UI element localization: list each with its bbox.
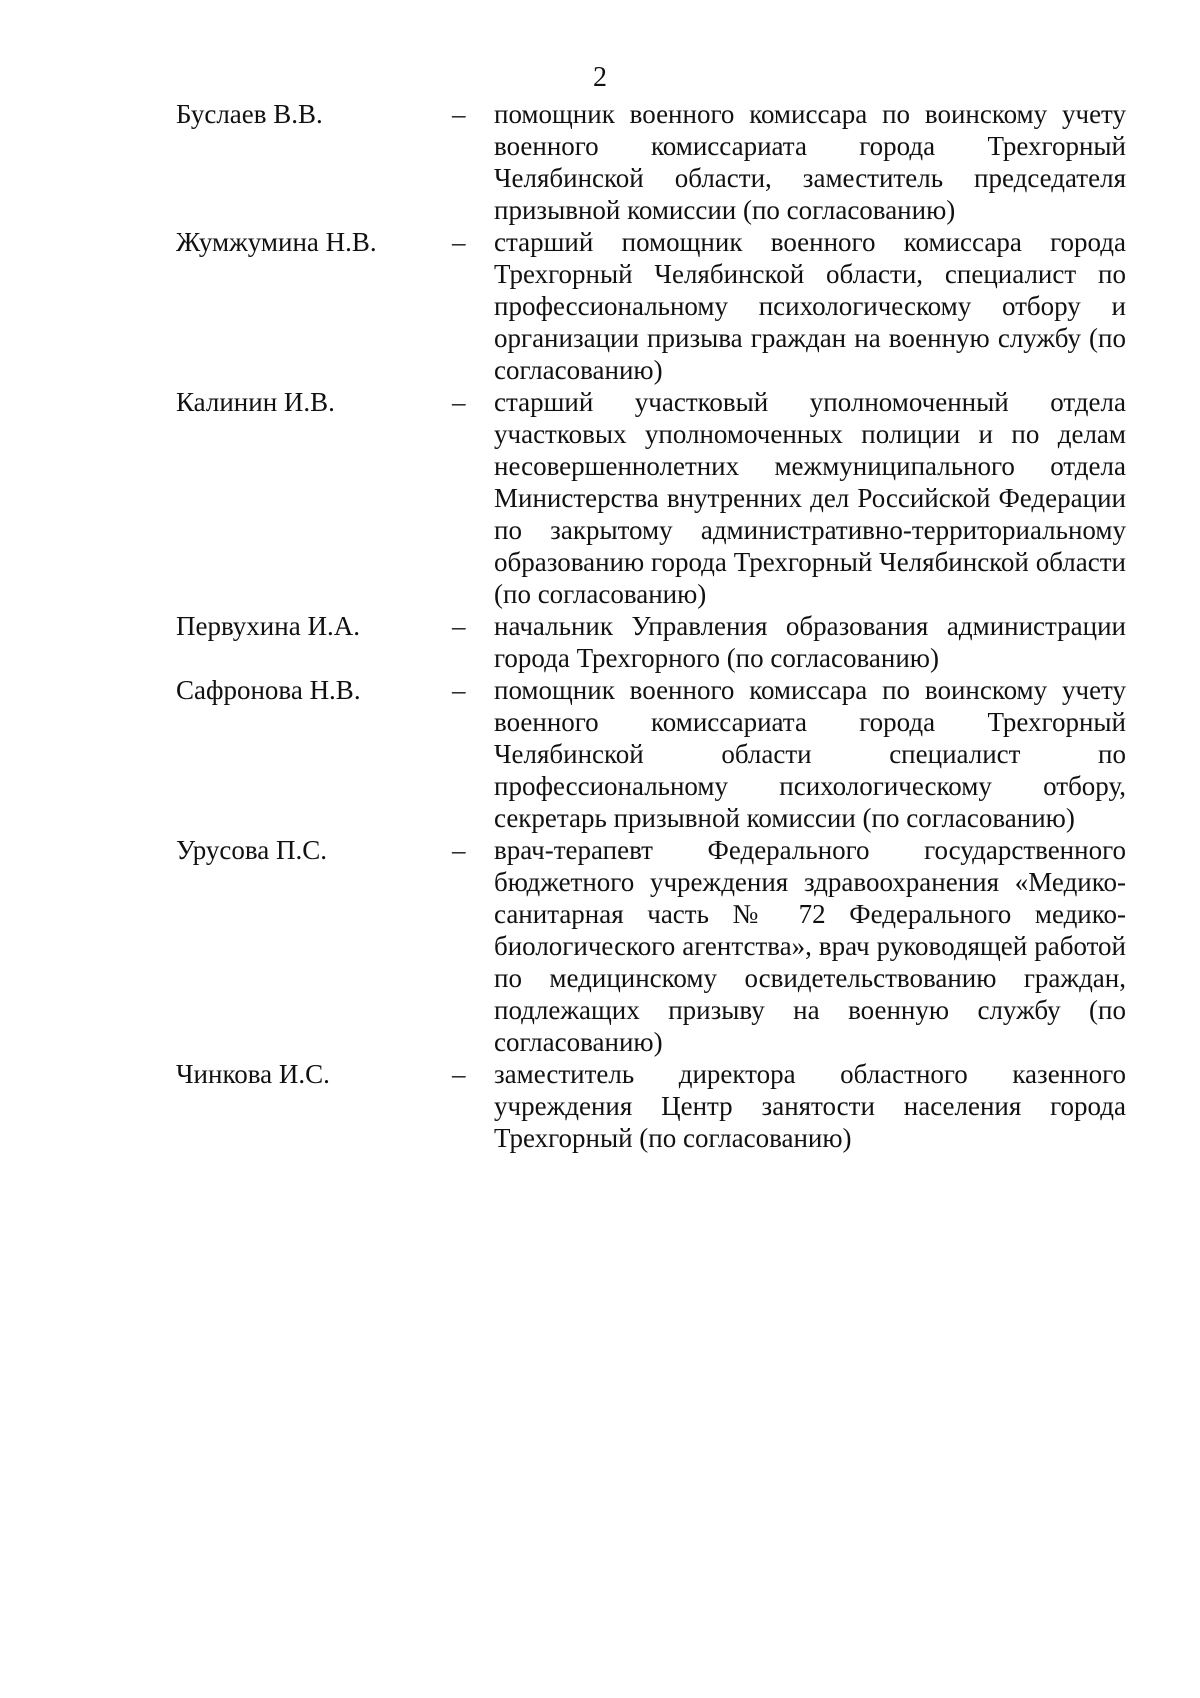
member-dash: – <box>452 99 466 129</box>
member-dash: – <box>452 1059 466 1089</box>
page-number: 2 <box>593 62 607 93</box>
member-role: врач-терапевт Федерального государственного бюджетного учреждения здравоохранения «Медико-санитарная часть № 72 Федерального медико-биологического агентства», врач руководящей работой по медицинскому освидетельствованию граждан, подлежащих призыву на военную службу (по согласованию) <box>494 835 1126 1057</box>
member-dash: – <box>452 227 466 257</box>
member-row-chinkova <box>176 1058 1126 1154</box>
member-row-buslaev <box>176 98 1126 226</box>
member-role: помощник военного комиссара по воинскому учету военного комиссариата города Трехгорный Челябинской области, заместитель председателя призывной комиссии (по согласованию) <box>494 99 1126 225</box>
member-row-pervukhina <box>176 610 1126 674</box>
member-role: старший помощник военного комиссара города Трехгорный Челябинской области, специалист по профессиональному психологическому отбору и организации призыва граждан на военную службу (по согласованию) <box>494 227 1126 385</box>
member-name: Сафронова Н.В. <box>176 675 361 705</box>
member-dash: – <box>452 675 466 705</box>
member-row-kalinin <box>176 386 1126 610</box>
member-role: старший участковый уполномоченный отдела участковых уполномоченных полиции и по делам несовершеннолетних межмуниципального отдела Министерства внутренних дел Российской Федерации по закрытому административно-территориальному образованию города Трехгорный Челябинской области (по согласованию) <box>494 387 1126 609</box>
member-dash: – <box>452 611 466 641</box>
member-name: Урусова П.С. <box>176 835 328 865</box>
commission-member-list <box>176 98 1126 1154</box>
member-name: Калинин И.В. <box>176 387 335 417</box>
member-row-urusova <box>176 834 1126 1058</box>
member-row-safronova <box>176 674 1126 834</box>
member-role: помощник военного комиссара по воинскому учету военного комиссариата города Трехгорный Челябинской области специалист по профессиональному психологическому отбору, секретарь призывной комиссии (по согласованию) <box>494 675 1126 833</box>
member-name: Чинкова И.С. <box>176 1059 330 1089</box>
member-dash: – <box>452 387 466 417</box>
member-role: заместитель директора областного казенного учреждения Центр занятости населения города Трехгорный (по согласованию) <box>494 1059 1126 1153</box>
member-dash: – <box>452 835 466 865</box>
member-name: Первухина И.А. <box>176 611 360 641</box>
member-role: начальник Управления образования администрации города Трехгорного (по согласованию) <box>494 611 1126 673</box>
member-name: Буслаев В.В. <box>176 99 323 129</box>
member-name: Жумжумина Н.В. <box>176 227 377 257</box>
member-row-zhumzhumina <box>176 226 1126 386</box>
